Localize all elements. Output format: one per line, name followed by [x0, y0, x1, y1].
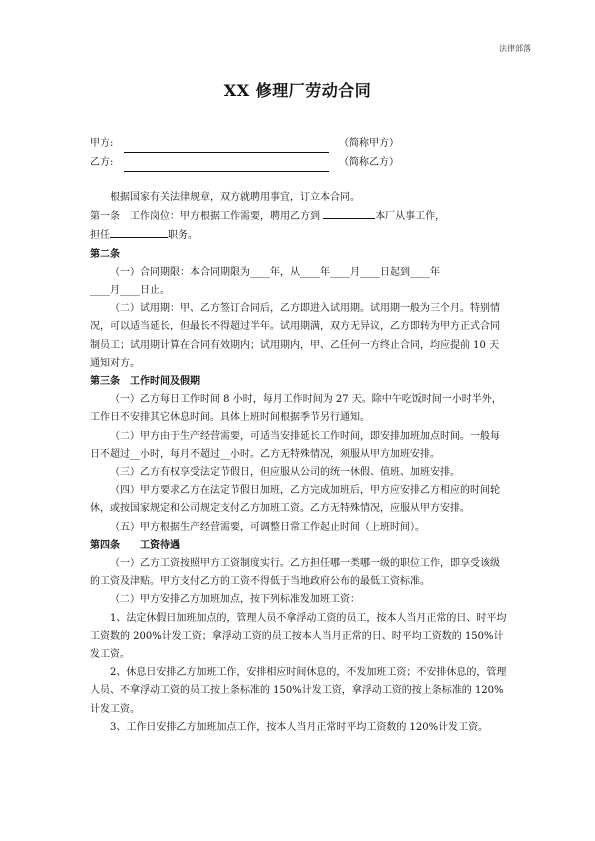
- article-1-text-c: 担任: [90, 230, 110, 242]
- article-3-heading: 第三条 工作时间及假期: [90, 376, 200, 388]
- contract-body: [90, 134, 508, 737]
- article-4-rule-3: 3、工作日安排乙方加班加点工作，按本人当月正常时平均工资数的 120%计发工资。: [110, 721, 489, 733]
- article-4-item-1: （一）乙方工资按照甲方工资制度实行。乙方担任哪一类哪一级的职位工作，即享受该级的工资及津贴。甲方支付乙方的工资不得低于当地政府公布的最低工资标准。: [90, 558, 500, 588]
- article-1-text-a: 第一条 工作岗位：甲方根据工作需要，聘用乙方到: [90, 211, 320, 223]
- article-2-heading: 第二条: [90, 248, 120, 260]
- article-1: [90, 207, 508, 245]
- article-2-term-line-2: ____月____日止。: [90, 285, 170, 297]
- position-blank: [110, 226, 168, 238]
- article-4-rule-2: 2、休息日安排乙方加班工作，安排相应时间休息的，不发加班工资；不安排休息的，管理人员、不拿浮动工资的员工按上条标准的 150%计发工资，拿浮动工资的按上条标准的 120%计发工资。: [90, 667, 507, 715]
- article-3-item-3: （三）乙方有权享受法定节假日，但应服从公司的统一休假、值班、加班安排。: [110, 467, 460, 479]
- party-b-label: 乙方:: [90, 156, 114, 168]
- workplace-blank: [323, 207, 375, 219]
- party-a-row: [90, 134, 508, 153]
- article-3-item-4: （四）甲方要求乙方在法定节假日加班，乙方完成加班后，甲方应安排乙方相应的时间轮休，或按国家规定和公司规定支付乙方加班工资。乙方无特殊情况，应服从甲方安排。: [90, 485, 500, 515]
- page-title: XX 修理厂劳动合同: [223, 81, 372, 100]
- article-2-term-line-1: （一）合同期限：本合同期限为____年，从____年____月____日起到____年: [110, 266, 440, 278]
- party-b-suffix: （简称乙方）: [339, 156, 399, 168]
- article-4-rule-1: 1、法定休假日加班加点的，管理人员不拿浮动工资的员工，按本人当月正常的日、时平均工资数的 200%计发工资；拿浮动工资的员工按本人当月正常的日、时平均工资数的 150%计发工资。: [90, 612, 507, 661]
- article-1-text-b: 本厂从事工作，: [375, 211, 446, 223]
- party-b-row: [90, 153, 508, 172]
- party-a-label: 甲方:: [90, 137, 114, 149]
- header-mark: 法律部落: [499, 44, 531, 53]
- party-a-suffix: （简称甲方）: [339, 137, 399, 149]
- article-4-item-2: （二）甲方安排乙方加班加点，按下列标准发加班工资：: [110, 594, 360, 606]
- article-2-probation: （二）试用期：甲、乙方签订合同后，乙方即进入试用期。试用期一般为三个月。特别情况，可以适当延长，但最长不得超过半年。试用期满，双方无异议，乙方即转为甲方正式合同制员工；试用期计算在合同有效期内；试用期内，甲、乙任何一方终止合同，均应提前 10 天通知对方。: [90, 303, 500, 369]
- party-a-blank: [124, 141, 329, 153]
- article-3-item-2: （二）甲方由于生产经营需要，可适当安排延长工作时间，即安排加班加点时间。一般每日不超过__小时，每月不超过__小时。乙方无特殊情况，须服从甲方加班安排。: [90, 430, 500, 460]
- article-3-item-5: （五）甲方根据生产经营需要，可调整日常工作起止时间（上班时间）。: [110, 521, 425, 533]
- preamble: 根据国家有关法律规章，双方就聘用事宜，订立本合同。: [110, 192, 360, 203]
- article-4-heading: 第四条 工资待遇: [90, 539, 180, 551]
- article-3-item-1: （一）乙方每日工作时间 8 小时，每月工作时间为 27 天。除中午吃饭时间一小时半外，工作日不安排其它休息时间。具体上班时间根据季节另行通知。: [90, 394, 502, 424]
- article-1-text-d: 职务。: [168, 230, 198, 242]
- party-b-blank: [124, 160, 329, 172]
